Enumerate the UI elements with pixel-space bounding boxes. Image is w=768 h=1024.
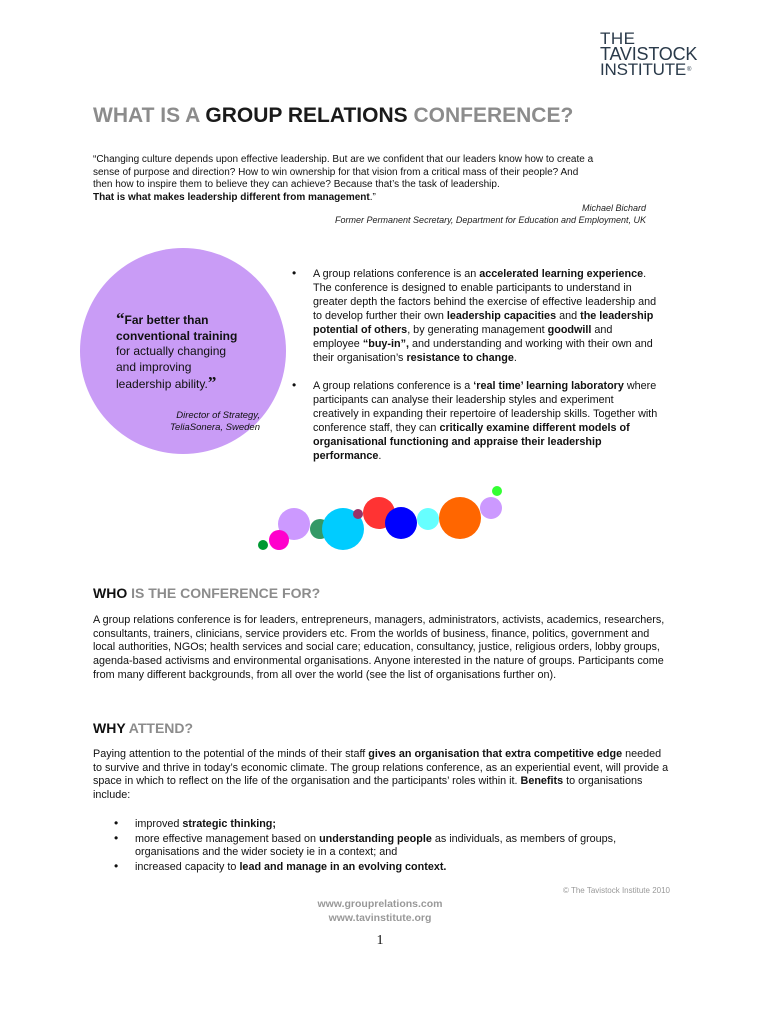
bullet-icon: • — [114, 859, 119, 874]
decorative-dot — [439, 497, 481, 539]
decorative-dots — [248, 480, 518, 560]
quote-line: sense of purpose and direction? How to win ownership for that vision from a critical mass of their people? And — [93, 166, 579, 178]
list-item: • more effective management based on understanding people as individuals, as members of groups, organisations and the wider society ie in a context; and — [114, 830, 617, 859]
decorative-dot — [258, 540, 268, 550]
page-title — [93, 104, 573, 128]
close-quote-mark: ” — [207, 373, 217, 392]
title-part-2: GROUP RELATIONS — [205, 104, 408, 127]
title-part-1: WHAT IS A — [93, 104, 206, 127]
who-paragraph: A group relations conference is for leaders, entrepreneurs, managers, administrators, activists, academics, researchers, consultants, trainers, clinicians, service providers etc. From the worlds of business, finance, politics, government and local authorities, NGOs; health services and social care; education, consultancy, justice, religious orders, lobby groups, agenda-based activisms and environmental organisations. Anyone interested in the nature of groups. Participants come from many different backgrounds, from all over the world (see the list of organisations further on). — [93, 614, 665, 681]
decorative-dot — [417, 508, 439, 530]
list-item: • increased capacity to lead and manage in an evolving context. — [114, 859, 447, 874]
tavistock-logo — [600, 31, 720, 77]
list-item: • A group relations conference is an accelerated learning experience. The conference is designed to enable participants to understand in greater depth the factors behind the exercise of effective leadership and to develop further their own leadership capacities and the leadership potential of others, by generating management goodwill and employee “buy-in”, and understanding and working with their own and their organisation’s resistance to change. — [292, 266, 657, 364]
conference-description-list — [292, 266, 658, 477]
decorative-dot — [480, 497, 502, 519]
testimonial-quote: “Far better than conventional training for actually changing and improving leadership ability.” — [116, 309, 238, 392]
list-item: • improved strategic thinking; — [114, 816, 276, 830]
website-link-tavinstitute[interactable]: www.tavinstitute.org — [328, 912, 432, 924]
opening-quote — [93, 154, 653, 205]
website-link-grouprelations[interactable]: www.grouprelations.com — [317, 898, 443, 910]
who-heading: WHO IS THE CONFERENCE FOR? — [93, 585, 321, 601]
quote-attribution — [335, 203, 646, 227]
logo-line-institute: INSTITUTE® — [600, 60, 692, 79]
title-part-3: CONFERENCE? — [407, 104, 574, 127]
logo-line-the: THE — [600, 29, 636, 48]
why-heading: WHY ATTEND? — [93, 720, 194, 736]
bullet-icon: • — [114, 830, 119, 845]
bullet-icon: • — [292, 266, 297, 280]
quote-author: Michael Bichard — [581, 203, 646, 213]
bullet-icon: • — [292, 378, 297, 392]
bullet-icon: • — [114, 816, 119, 830]
decorative-dot — [269, 530, 289, 550]
testimonial-attribution: Director of Strategy, TeliaSonera, Sweden — [170, 410, 260, 433]
logo-line-tavistock: TAVISTOCK — [600, 44, 698, 64]
copyright-notice: © The Tavistock Institute 2010 — [563, 886, 670, 895]
benefits-list — [114, 816, 675, 876]
list-item: • A group relations conference is a ‘real time’ learning laboratory where participants can analyse their leadership styles and experiment creatively in expanding their repertoire of leadership skills. Together with conference staff, they can critically examine different models of organisational functioning and appraise their leadership performance. — [292, 378, 658, 462]
quote-line: then how to inspire them to believe they can achieve? Because that’s the task of leadership. — [93, 179, 500, 191]
decorative-dot — [492, 486, 502, 496]
quote-role: Former Permanent Secretary, Department for Education and Employment, UK — [335, 214, 646, 225]
quote-line: That is what makes leadership different from management.” — [93, 192, 376, 204]
open-quote-mark: “ — [116, 309, 125, 328]
quote-line: “Changing culture depends upon effective leadership. But are we confident that our leaders know how to create a — [93, 154, 594, 165]
why-paragraph: Paying attention to the potential of the minds of their staff gives an organisation that extra competitive edge needed to survive and thrive in today’s economic climate. The group relations conference, as an experiential event, will provide a space in which to reflect on the life of the organisation and the participants’ roles within it. Benefits to organisations include: — [93, 748, 669, 802]
page-number: 1 — [376, 933, 384, 948]
decorative-dot — [353, 509, 363, 519]
decorative-dot — [385, 507, 417, 539]
